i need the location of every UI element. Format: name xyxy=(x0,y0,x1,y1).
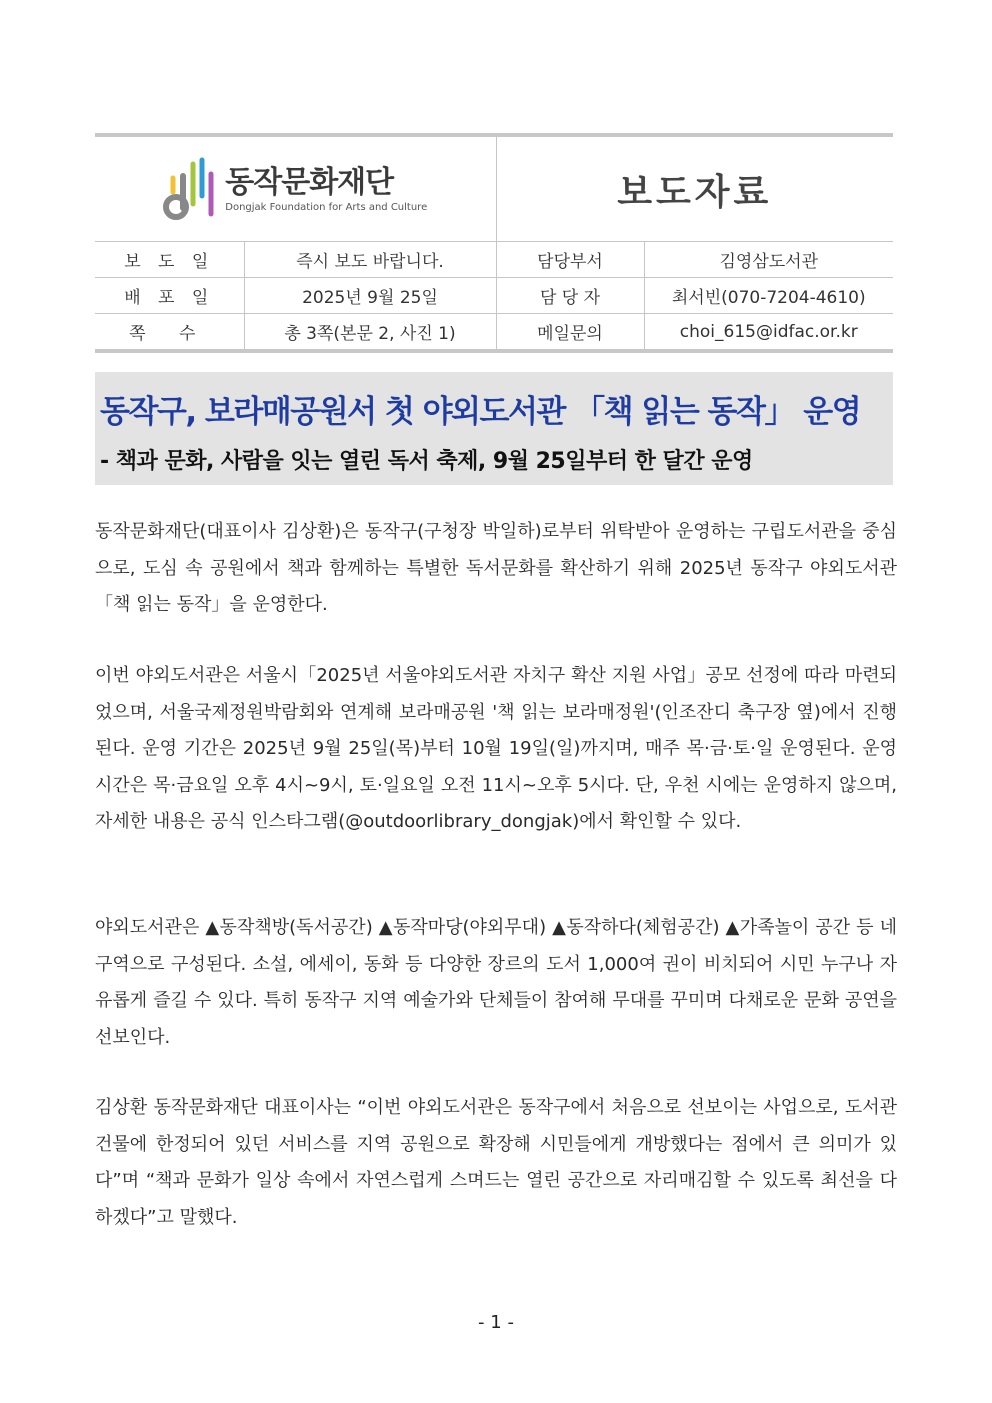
body-paragraph-4: 김상환 동작문화재단 대표이사는 “이번 야외도서관은 동작구에서 처음으로 선보이는 사업으로, 도서관 건물에 한정되어 있던 서비스를 지역 공원으로 확장해 시민들에게 개방했다는 점에서 큰 의미가 있다”며 “책과 문화가 일상 속에서 자연스럽게 스며드는 열린 공간으로 자리매김할 수 있도록 최선을 다하겠다”고 말했다. xyxy=(95,1097,897,1228)
info-value: 2025년 9월 25일 xyxy=(244,278,496,314)
body-paragraph-3: 야외도서관은 ▲동작책방(독서공간) ▲동작마당(야외무대) ▲동작하다(체험공간) ▲가족놀이 공간 등 네 구역으로 구성된다. 소설, 에세이, 동화 등 다양한 장르의 도서 1,000여 권이 비치되어 시민 누구나 자유롭게 즐길 수 있다. 특히 동작구 지역 예술가와 단체들이 참여해 무대를 꾸미며 다채로운 문화 공연을 선보인다. xyxy=(95,917,897,1048)
page-number: - 1 - xyxy=(478,1312,514,1333)
info-value: 즉시 보도 바랍니다. xyxy=(244,242,496,278)
info-label: 담 당 자 xyxy=(496,278,644,314)
headline-title: 동작구, 보라매공원서 첫 야외도서관 「책 읽는 동작」 운영 xyxy=(100,394,861,430)
info-value: 최서빈(070-7204-4610) xyxy=(644,278,893,314)
info-label: 쪽 수 xyxy=(95,314,244,352)
doc-type-title: 보도자료 xyxy=(617,171,773,213)
info-row xyxy=(95,278,893,314)
body-paragraph-1: 동작문화재단(대표이사 김상환)은 동작구(구청장 박일하)로부터 위탁받아 운영하는 구립도서관을 중심으로, 도심 속 공원에서 책과 함께하는 특별한 독서문화를 확산하기 위해 2025년 동작구 야외도서관「책 읽는 동작」을 운영한다. xyxy=(95,521,897,615)
info-value: 총 3쪽(본문 2, 사진 1) xyxy=(244,314,496,352)
info-value: 김영삼도서관 xyxy=(644,242,893,278)
info-label: 담당부서 xyxy=(496,242,644,278)
headline-subtitle: - 책과 문화, 사람을 잇는 열린 독서 축제, 9월 25일부터 한 달간 운영 xyxy=(100,449,753,474)
info-label: 보 도 일 xyxy=(95,242,244,278)
info-label: 메일문의 xyxy=(496,314,644,352)
org-name-kr: 동작문화재단 xyxy=(225,164,394,200)
foundation-logo-icon xyxy=(163,156,215,222)
body-paragraph-2: 이번 야외도서관은 서울시「2025년 서울야외도서관 자치구 확산 지원 사업」공모 선정에 따라 마련되었으며, 서울국제정원박람회와 연계해 보라매공원 '책 읽는 보라매정원'(인조잔디 축구장 옆)에서 진행된다. 운영 기간은 2025년 9월 25일(목)부터 10월 19일(일)까지며, 매주 목·금·토·일 운영된다. 운영 시간은 목·금요일 오후 4시~9시, 토·일요일 오전 11시~오후 5시다. 단, 우천 시에는 운영하지 않으며, 자세한 내용은 공식 인스타그램(@outdoorlibrary_dongjak)에서 확인할 수 있다. xyxy=(95,665,897,832)
info-row xyxy=(95,314,893,352)
headline-box xyxy=(95,372,893,485)
info-label: 배 포 일 xyxy=(95,278,244,314)
info-row xyxy=(95,242,893,278)
email-link[interactable]: choi_615@idfac.or.kr xyxy=(644,314,893,352)
press-header-table xyxy=(95,133,893,353)
doc-type-cell xyxy=(496,135,893,242)
org-name-en: Dongjak Foundation for Arts and Culture xyxy=(225,201,428,213)
logo-cell xyxy=(95,135,496,242)
